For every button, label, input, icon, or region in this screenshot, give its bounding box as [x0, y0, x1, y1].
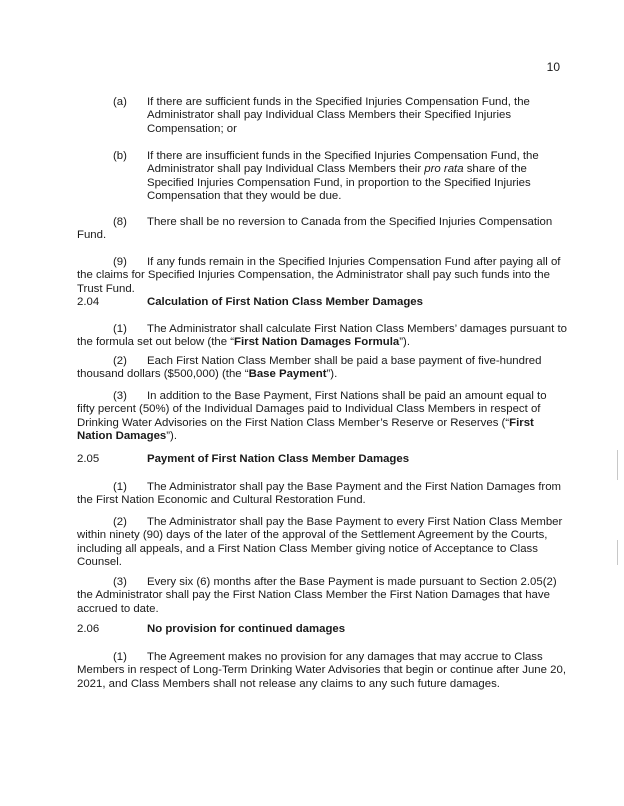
paragraph-num: (3): [113, 576, 127, 588]
paragraph-num: (1): [113, 323, 127, 335]
section-2-04-heading: [77, 296, 567, 309]
paragraph-text: The Administrator shall pay the Base Payment to every First Nation Class Member within ninety (90) days of the later of the approval of the Settlement Agreement by the Courts, including all appeals, and a First Nation Class Member giving notice of Acceptance to Class Counsel.: [77, 516, 563, 569]
s204-paragraph-3: [77, 390, 567, 444]
page-number: 10: [546, 60, 560, 74]
paragraph-num: (3): [113, 390, 127, 402]
defined-term: First Nation Damages Formula: [234, 336, 400, 349]
section-number: 2.04: [77, 296, 100, 308]
scan-artifact: [617, 450, 618, 480]
defined-term: Base Payment: [248, 368, 327, 381]
paragraph-num: (1): [113, 481, 127, 493]
paragraph-num: (1): [113, 651, 127, 663]
clause-b-text-part: share of the Specified Injuries Compensation Fund, in proportion to the Specified Injuries Compensation that they would be due.: [147, 163, 531, 203]
clause-b-italic: pro rata: [424, 163, 464, 176]
paragraph-9-num: (9): [113, 256, 127, 268]
paragraph-num: (2): [113, 355, 127, 367]
paragraph-text: Every six (6) months after the Base Payment is made pursuant to Section 2.05(2) the Administrator shall pay the First Nation Class Member the First Nation Damages that have accrued to date.: [77, 576, 557, 615]
paragraph-8-text: There shall be no reversion to Canada from the Specified Injuries Compensation Fund.: [77, 216, 553, 242]
s204-paragraph-2: [77, 355, 567, 382]
s206-paragraph-1: [77, 651, 567, 691]
s205-paragraph-2: [77, 516, 567, 570]
section-title: No provision for continued damages: [147, 623, 346, 635]
paragraph-text: ”).: [399, 336, 410, 349]
clause-b: [113, 150, 553, 204]
clause-b-text: [147, 150, 553, 204]
paragraph-text: The Administrator shall pay the Base Payment and the First Nation Damages from the First Nation Economic and Cultural Restoration Fund.: [77, 481, 562, 507]
paragraph-text: In addition to the Base Payment, First Nations shall be paid an amount equal to fifty percent (50%) of the Individual Damages paid to Individual Class Members in respect of Drinking Water Advisories on the First Nation Class Member’s Reserve or Reserves (“: [77, 390, 547, 429]
section-2-05-heading: [77, 453, 567, 466]
paragraph-text: Each First Nation Class Member shall be paid a base payment of five-hundred thousand dollars ($500,000) (the “: [77, 355, 542, 381]
clause-a: [113, 96, 553, 136]
paragraph-text: ”).: [326, 368, 338, 381]
scan-artifact: [617, 540, 618, 565]
paragraph-8: [77, 216, 567, 243]
s205-paragraph-3: [77, 576, 567, 616]
paragraph-9: [77, 256, 567, 296]
defined-term: First Nation Damages: [77, 416, 534, 443]
section-title: Calculation of First Nation Class Member Damages: [147, 296, 423, 308]
clause-a-text: If there are sufficient funds in the Specified Injuries Compensation Fund, the Administrator shall pay Individual Class Members their Specified Injuries Compensation; or: [147, 96, 530, 135]
paragraph-text: ”).: [166, 430, 178, 443]
section-2-06-heading: [77, 623, 567, 636]
clause-a-label: (a): [113, 96, 127, 108]
clause-b-text-part: If there are insufficient funds in the Specified Injuries Compensation Fund, the Administrator shall pay Individual Class Members their: [147, 150, 539, 176]
paragraph-text: The Agreement makes no provision for any damages that may accrue to Class Members in respect of Long-Term Drinking Water Advisories that begin or continue after June 20, 2021, and Class Members shall not release any claims to any such future damages.: [77, 651, 566, 690]
paragraph-text: The Administrator shall calculate First Nation Class Members’ damages pursuant to the formula set out below (the “: [77, 323, 567, 349]
s204-paragraph-1: [77, 323, 567, 350]
section-title: Payment of First Nation Class Member Damages: [147, 453, 410, 465]
section-number: 2.05: [77, 453, 100, 465]
section-number: 2.06: [77, 623, 100, 635]
s205-paragraph-1: [77, 481, 567, 508]
clause-b-label: (b): [113, 150, 127, 162]
paragraph-num: (2): [113, 516, 127, 528]
paragraph-8-num: (8): [113, 216, 127, 228]
paragraph-9-text: If any funds remain in the Specified Injuries Compensation Fund after paying all of the claims for Specified Injuries Compensation, the Administrator shall pay such funds into the Trust Fund.: [77, 256, 561, 295]
